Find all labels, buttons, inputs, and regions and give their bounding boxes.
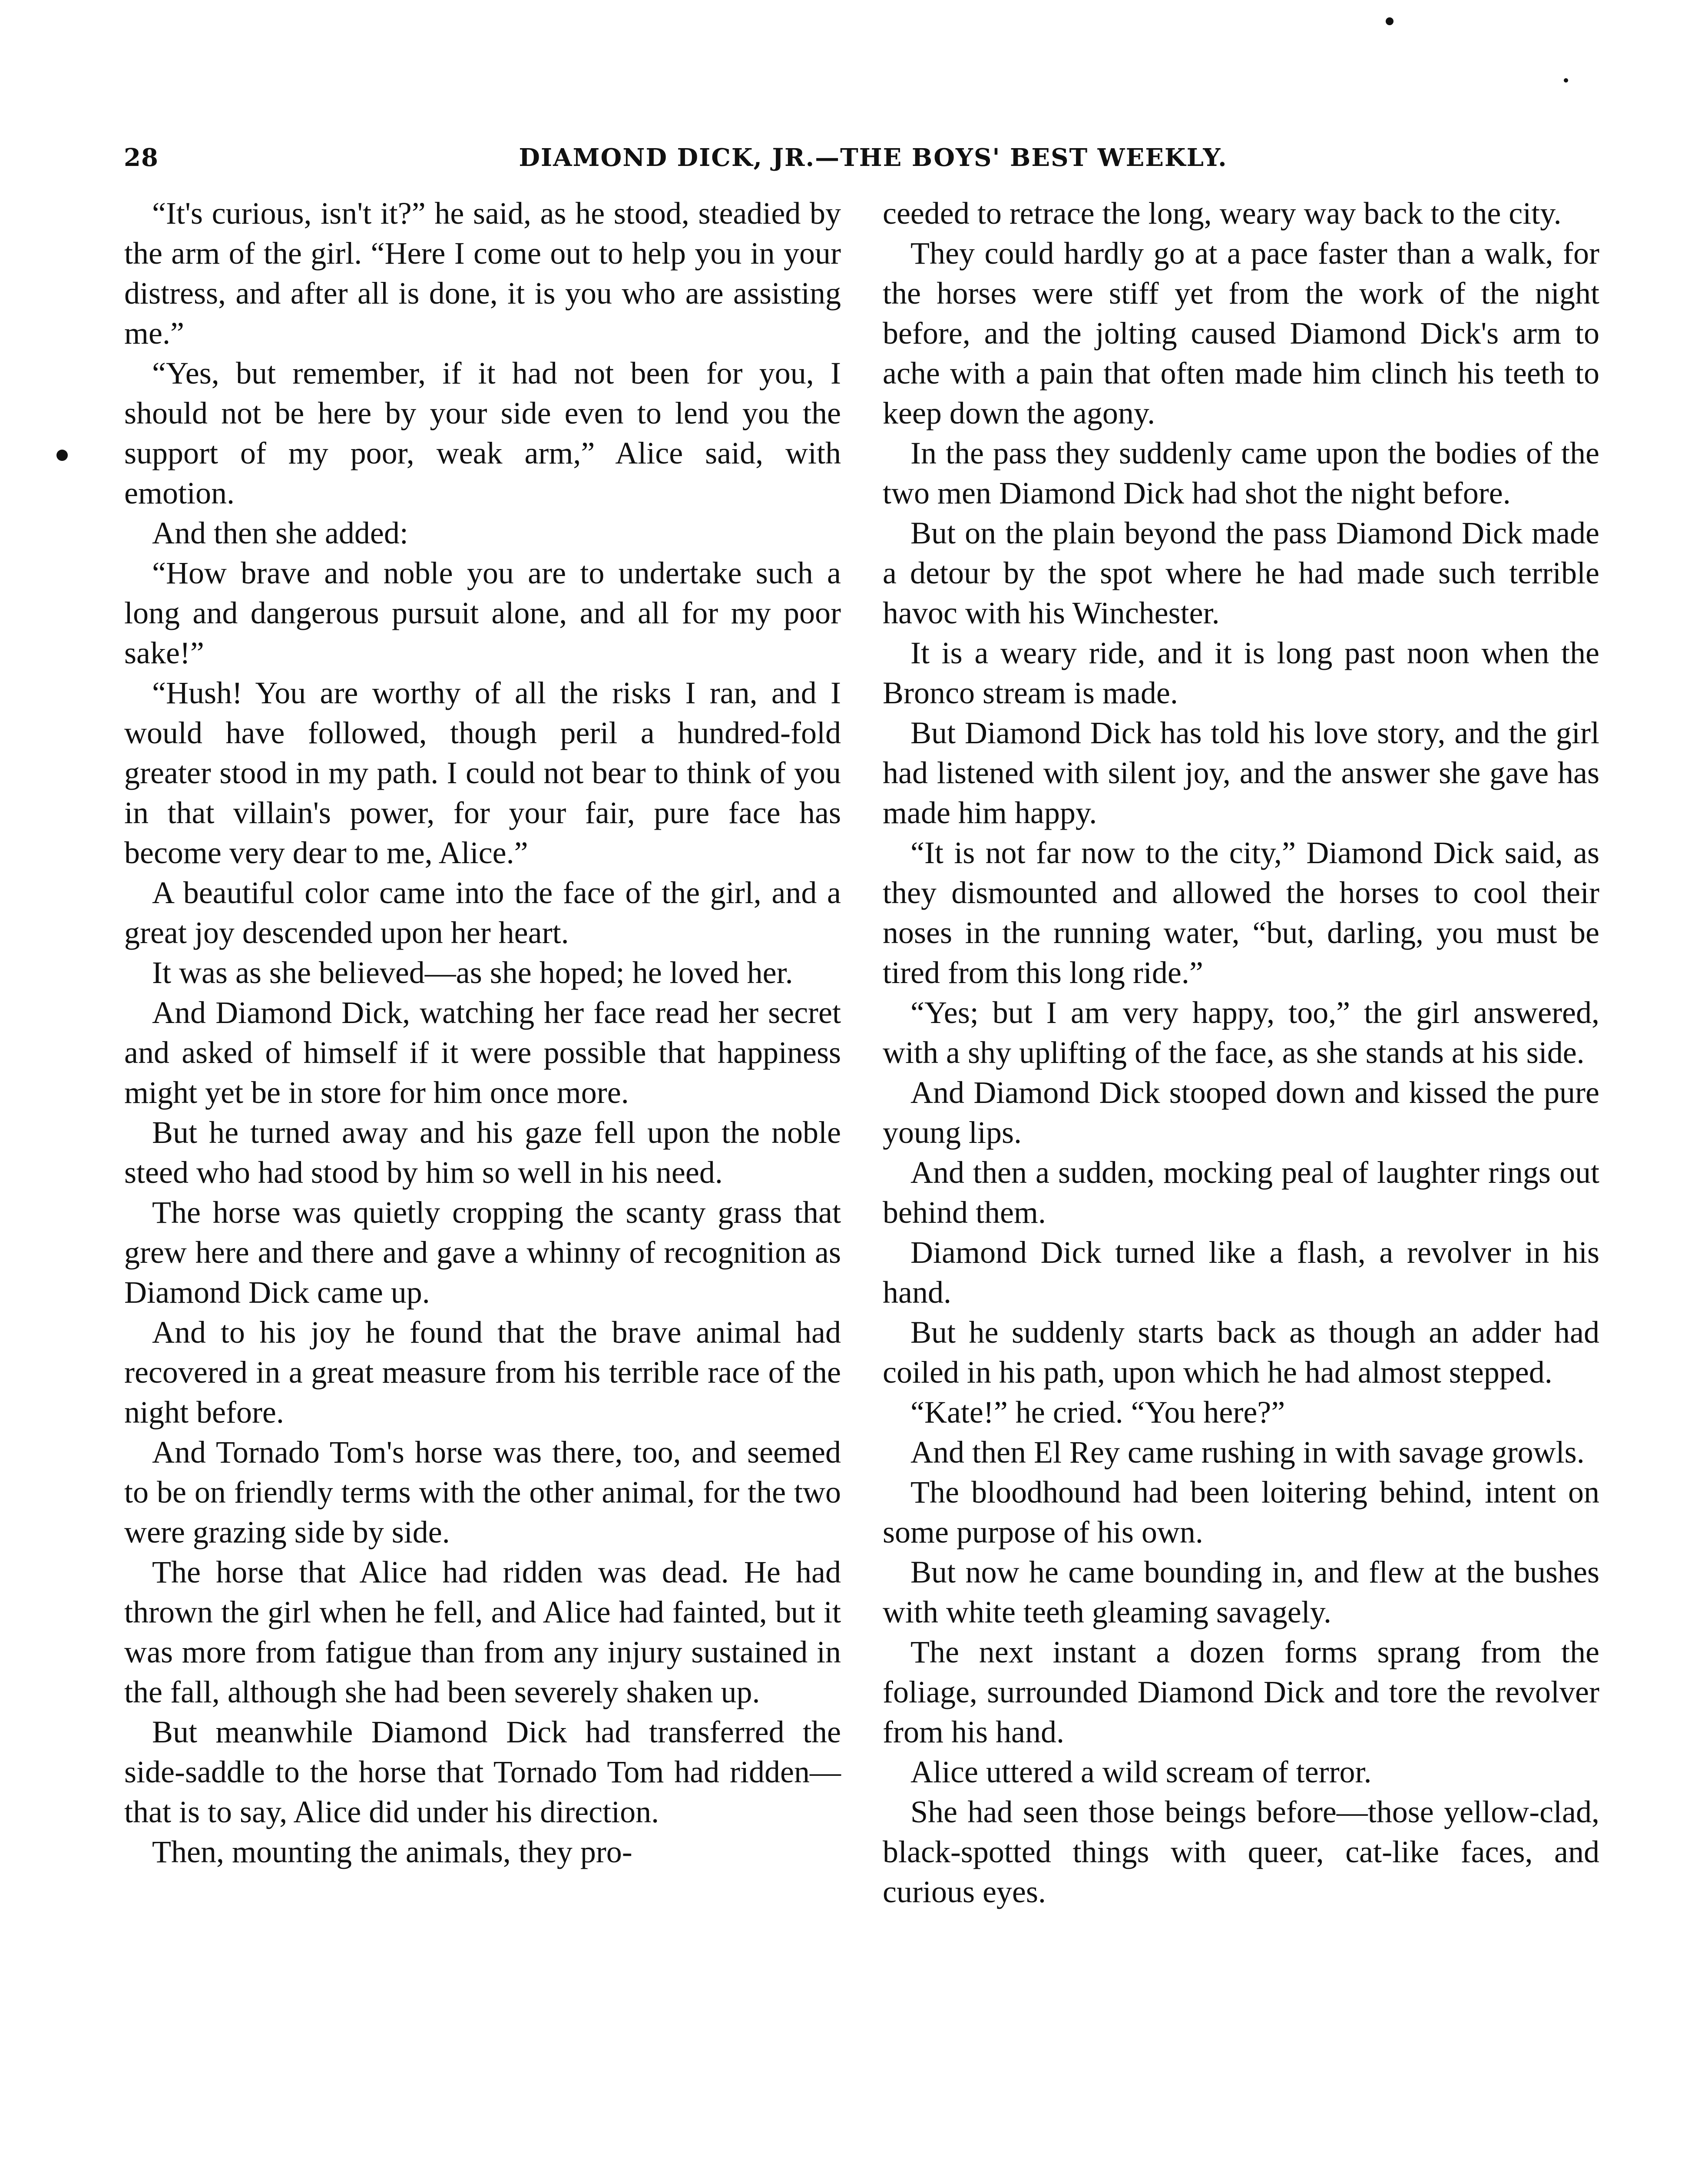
paragraph: Diamond Dick turned like a flash, a revolver in his hand. — [883, 1235, 1599, 1310]
paragraph: And then a sudden, mocking peal of laughter rings out behind them. — [883, 1155, 1599, 1230]
paragraph: But he turned away and his gaze fell upon the noble steed who had stood by him so well in his need. — [124, 1115, 841, 1190]
paragraph: And Diamond Dick stooped down and kissed the pure young lips. — [883, 1075, 1599, 1150]
paragraph: And to his joy he found that the brave animal had recovered in a great measure from his terrible race of the night before. — [124, 1315, 841, 1430]
right-column — [883, 193, 1599, 1912]
paragraph: But on the plain beyond the pass Diamond Dick made a detour by the spot where he had made such terrible havoc with his Winchester. — [883, 516, 1599, 630]
paragraph: The horse that Alice had ridden was dead. He had thrown the girl when he fell, and Alice had fainted, but it was more from fatigue than from any injury sustained in the fall, although she had been severely shaken up. — [124, 1555, 841, 1709]
paragraph: In the pass they suddenly came upon the bodies of the two men Diamond Dick had shot the night before. — [883, 436, 1599, 510]
paragraph: But now he came bounding in, and flew at the bushes with white teeth gleaming savagely. — [883, 1555, 1599, 1629]
page-number: 28 — [124, 143, 159, 172]
paragraph: It was as she believed—as she hoped; he loved her. — [152, 955, 793, 990]
left-column — [124, 193, 841, 1872]
paragraph: Alice uttered a wild scream of terror. — [910, 1755, 1372, 1789]
paragraph: A beautiful color came into the face of the girl, and a great joy descended upon her heart. — [124, 875, 841, 950]
paragraph: “How brave and noble you are to undertake such a long and dangerous pursuit alone, and all for my poor sake!” — [124, 556, 841, 670]
print-speck — [1386, 17, 1394, 25]
print-speck — [56, 450, 68, 461]
paragraph-continuation: ceeded to retrace the long, weary way back to the city. — [883, 196, 1562, 231]
paragraph: But meanwhile Diamond Dick had transferred the side-saddle to the horse that Tornado Tom had ridden—that is to say, Alice did under his direction. — [124, 1715, 841, 1829]
paragraph: “It's curious, isn't it?” he said, as he stood, steadied by the arm of the girl. “Here I come out to help you in your distress, and after all is done, it is you who are assisting me.” — [124, 196, 841, 351]
paragraph: And then she added: — [152, 516, 408, 550]
paragraph: The bloodhound had been loitering behind, intent on some purpose of his own. — [883, 1475, 1599, 1550]
paragraph: “Kate!” he cried. “You here?” — [910, 1395, 1285, 1430]
paragraph: But Diamond Dick has told his love story, and the girl had listened with silent joy, and the answer she gave has made him happy. — [883, 715, 1599, 830]
paragraph: The horse was quietly cropping the scanty grass that grew here and there and gave a whinny of recognition as Diamond Dick came up. — [124, 1195, 841, 1310]
paragraph: It is a weary ride, and it is long past noon when the Bronco stream is made. — [883, 636, 1599, 710]
paragraph: The next instant a dozen forms sprang from the foliage, surrounded Diamond Dick and tore the revolver from his hand. — [883, 1635, 1599, 1749]
paragraph: And then El Rey came rushing in with savage growls. — [910, 1435, 1585, 1470]
paragraph: They could hardly go at a pace faster than a walk, for the horses were stiff yet from the work of the night before, and the jolting caused Diamond Dick's arm to ache with a pain that often made him clinch his teeth to keep down the agony. — [883, 236, 1599, 430]
paragraph: Then, mounting the animals, they pro- — [152, 1834, 632, 1869]
paragraph: “It is not far now to the city,” Diamond Dick said, as they dismounted and allowed the horses to cool their noses in the running water, “but, darling, you must be tired from this long ride.” — [883, 835, 1599, 990]
paragraph: But he suddenly starts back as though an adder had coiled in his path, upon which he had almost stepped. — [883, 1315, 1599, 1390]
paragraph: “Yes; but I am very happy, too,” the girl answered, with a shy uplifting of the face, as she stands at his side. — [883, 995, 1599, 1070]
paragraph: She had seen those beings before—those yellow-clad, black-spotted things with queer, cat-like faces, and curious eyes. — [883, 1795, 1599, 1909]
print-speck — [1564, 78, 1568, 83]
paragraph: And Diamond Dick, watching her face read her secret and asked of himself if it were possible that happiness might yet be in store for him once more. — [124, 995, 841, 1110]
paragraph: “Yes, but remember, if it had not been for you, I should not be here by your side even to lend you the support of my poor, weak arm,” Alice said, with emotion. — [124, 356, 841, 510]
running-head: DIAMOND DICK, JR.—THE BOYS' BEST WEEKLY. — [519, 143, 1228, 172]
paragraph: “Hush! You are worthy of all the risks I ran, and I would have followed, though peril a hundred-fold greater stood in my path. I could not bear to think of you in that villain's power, for your fair, pure face has become very dear to me, Alice.” — [124, 675, 841, 870]
paragraph: And Tornado Tom's horse was there, too, and seemed to be on friendly terms with the other animal, for the two were grazing side by side. — [124, 1435, 841, 1550]
